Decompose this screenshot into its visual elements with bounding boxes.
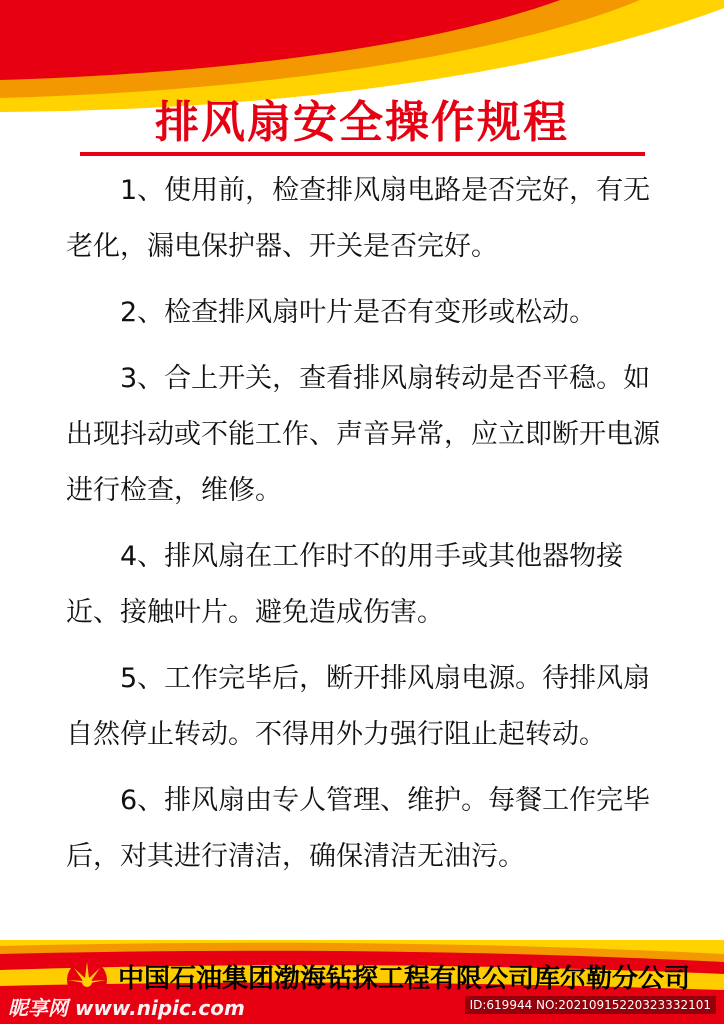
title-underline <box>80 152 645 156</box>
rule-item: 1、使用前，检查排风扇电路是否完好，有无老化，漏电保护器、开关是否完好。 <box>66 175 651 262</box>
rule-item: 2、检查排风扇叶片是否有变形或松动。 <box>120 297 597 328</box>
rule-item: 6、排风扇由专人管理、维护。每餐工作完毕后，对其进行清洁，确保清洁无油污。 <box>66 785 651 872</box>
company-name: 中国石油集团渤海钻探工程有限公司库尔勒分公司 <box>118 964 691 994</box>
page-title: 排风扇安全操作规程 <box>155 97 569 148</box>
rules-list <box>66 163 666 895</box>
image-id-label: ID:619944 NO:20210915220323332101 <box>465 996 716 1014</box>
rule-item: 4、排风扇在工作时不的用手或其他器物接近、接触叶片。避免造成伤害。 <box>66 541 624 628</box>
rule-item: 3、合上开关，查看排风扇转动是否平稳。如出现抖动或不能工作、声音异常，应立即断开电源进行检查，维修。 <box>66 363 660 506</box>
rule-item: 5、工作完毕后，断开排风扇电源。待排风扇自然停止转动。不得用外力强行阻止起转动。 <box>66 663 651 750</box>
watermark-text: 昵享网 www.nipic.com <box>8 996 245 1020</box>
